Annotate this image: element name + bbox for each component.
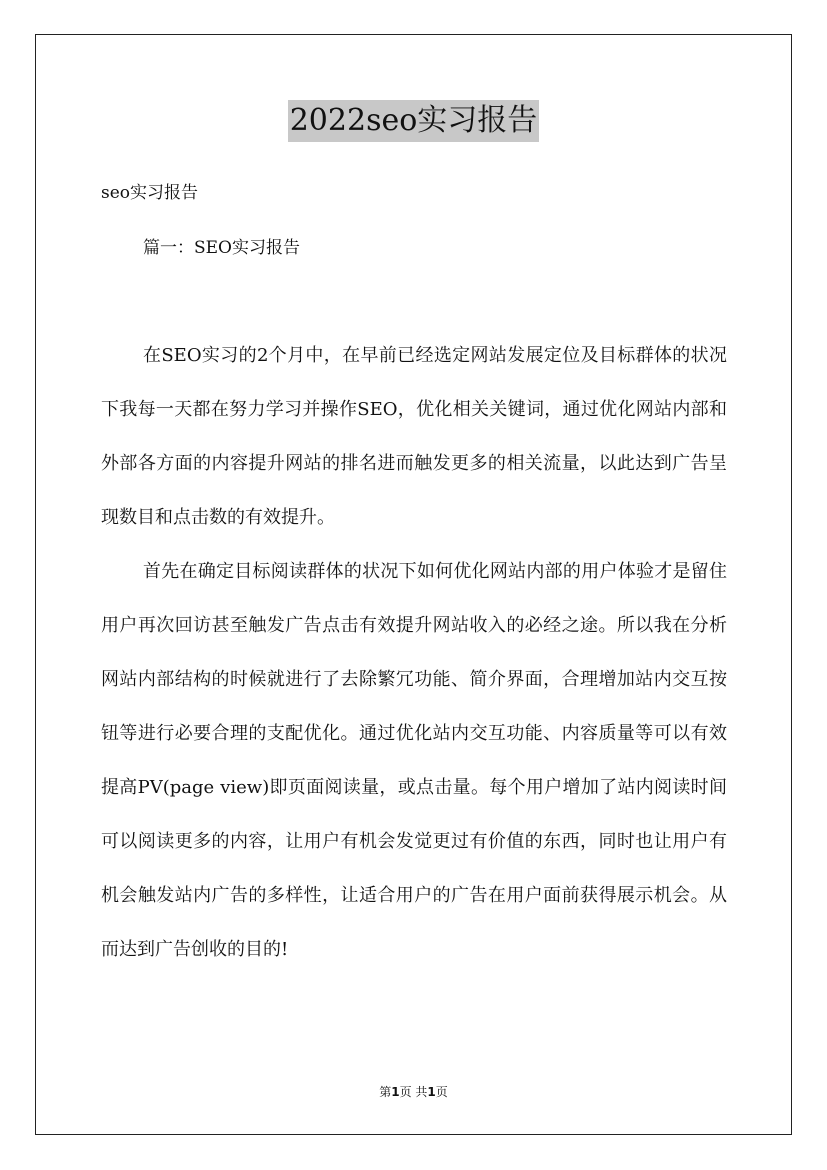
footer-page-total: 1 bbox=[427, 1085, 436, 1099]
footer-page-prefix: 第 bbox=[379, 1085, 392, 1099]
footer-page-current: 1 bbox=[391, 1085, 400, 1099]
footer-page-mid: 页 共 bbox=[399, 1085, 428, 1099]
body-paragraph-2: 首先在确定目标阅读群体的状况下如何优化网站内部的用户体验才是留住用户再次回访甚至触发广告点击有效提升网站收入的必经之途。所以我在分析网站内部结构的时候就进行了去除繁冗功能、简介界面，合理增加站内交互按钮等进行必要合理的支配优化。通过优化站内交互功能、内容质量等可以有效提高PV(page view)即页面阅读量，或点击量。每个用户增加了站内阅读时间可以阅读更多的内容，让用户有机会发觉更过有价值的东西，同时也让用户有机会触发站内广告的多样性，让适合用户的广告在用户面前获得展示机会。从而达到广告创收的目的! bbox=[101, 561, 727, 960]
title-container bbox=[0, 100, 827, 142]
footer-page-suffix: 页 bbox=[435, 1085, 448, 1099]
page-footer bbox=[0, 1083, 827, 1101]
body-paragraph-1: 在SEO实习的2个月中，在早前已经选定网站发展定位及目标群体的状况下我每一天都在努力学习并操作SEO，优化相关关键词，通过优化网站内部和外部各方面的内容提升网站的排名进而触发更多的相关流量，以此达到广告呈现数目和点击数的有效提升。 bbox=[101, 345, 727, 528]
document-subtitle: seo实习报告 bbox=[101, 183, 199, 203]
section-heading: 篇一：SEO实习报告 bbox=[143, 238, 300, 258]
document-title: 2022seo实习报告 bbox=[288, 100, 540, 142]
